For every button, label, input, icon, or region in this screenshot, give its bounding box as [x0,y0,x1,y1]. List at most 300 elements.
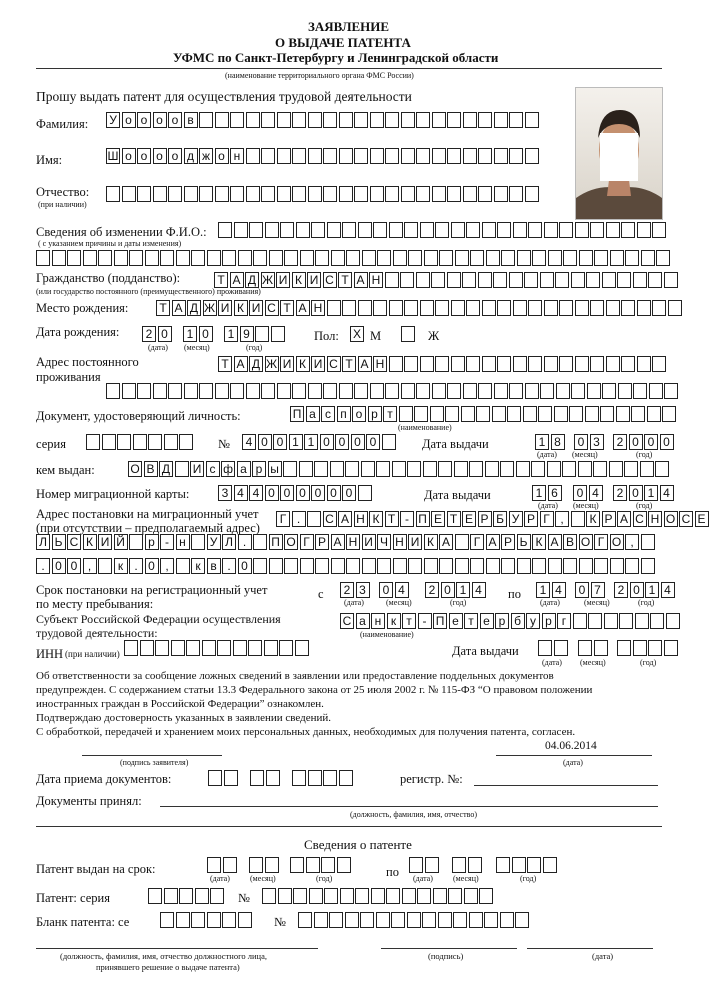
char-cell: 4 [234,485,248,501]
char-cell [315,250,329,266]
char-cell [573,613,587,629]
char-cell [122,383,136,399]
doc-series-field[interactable] [86,434,195,450]
doc-label: Документ, удостоверяющий личность: [36,409,241,423]
patent-from-month[interactable] [249,857,280,873]
char-cell [544,356,558,372]
char-cell [494,112,508,128]
char-cell: У [106,112,120,128]
char-cell [293,888,307,904]
char-cell [517,250,531,266]
char-cell [215,383,229,399]
fio-change-field[interactable] [218,222,668,238]
fio-change-caption: ( с указанием причины и даты изменения) [38,239,182,248]
char-cell [137,186,151,202]
patent-series-field[interactable] [148,888,226,904]
char-cell [578,461,592,477]
doc-number-field[interactable] [242,434,397,450]
reg-term-label-2: по месту пребывания: [36,597,154,611]
patronymic-caption: (при наличии) [38,200,87,209]
char-cell [393,558,407,574]
char-cell [266,770,280,786]
char-cell: 0 [351,434,365,450]
char-cell: 1 [644,485,658,501]
char-cell [604,613,618,629]
doc-day-field[interactable] [535,434,566,450]
char-cell [253,250,267,266]
char-cell [655,461,669,477]
char-cell [423,461,437,477]
char-cell: У [207,534,221,550]
issued-by-field[interactable] [128,461,671,477]
char-cell: п [337,406,351,422]
patent-to-month[interactable] [452,857,483,873]
char-cell [625,558,639,574]
char-cell [292,112,306,128]
char-cell: 0 [265,485,279,501]
char-cell: О [664,511,678,527]
char-cell: А [234,356,248,372]
char-cell [532,250,546,266]
char-cell [586,272,600,288]
char-cell [238,912,252,928]
char-cell [420,356,434,372]
name-field[interactable] [106,148,540,164]
doc-issue-date-label: Дата выдачи [422,437,489,451]
char-cell: 1 [224,326,238,342]
char-cell: С [67,534,81,550]
char-cell: С [323,272,337,288]
char-cell [527,857,541,873]
char-cell [323,148,337,164]
official-signature-caption: (подпись) [428,951,464,961]
char-cell: , [160,558,174,574]
patent-to-year[interactable] [496,857,558,873]
char-cell: 6 [548,485,562,501]
subject-field[interactable] [340,613,681,629]
migcard-label: Номер миграционной карты: [36,487,190,501]
char-cell [346,558,360,574]
char-cell [129,250,143,266]
char-cell [224,770,238,786]
char-cell: Е [695,511,709,527]
char-cell: 0 [335,434,349,450]
reg-to-year-field[interactable] [614,582,676,598]
char-cell: К [424,534,438,550]
char-cell [360,912,374,928]
char-cell [230,112,244,128]
char-cell [358,300,372,316]
char-cell [435,356,449,372]
doc-day-caption: (дата) [537,450,557,459]
char-cell [401,112,415,128]
char-cell: В [563,534,577,550]
accepted-by-line[interactable] [160,806,658,807]
char-cell [298,912,312,928]
char-cell: К [369,511,383,527]
char-cell: 4 [661,582,675,598]
patent-section-title: Сведения о патенте [304,837,412,852]
char-cell: О [284,534,298,550]
birth-month-field[interactable] [183,326,214,342]
char-cell [416,148,430,164]
char-cell [624,461,638,477]
mig-day-field[interactable] [532,485,563,501]
char-cell [469,912,483,928]
inn-day-field[interactable] [538,640,569,656]
char-cell: И [276,272,290,288]
address-field-2[interactable] [106,383,680,399]
char-cell [133,434,147,450]
surname-field[interactable] [106,112,540,128]
address-field[interactable] [218,356,668,372]
char-cell: 3 [590,434,604,450]
char-cell: 0 [158,326,172,342]
char-cell [36,250,50,266]
birthplace-field[interactable] [156,300,683,316]
intro-text: Прошу выдать патент для осуществления трудовой деятельности [36,89,412,104]
reg-number-label: регистр. №: [400,772,463,786]
char-cell [590,300,604,316]
patent-to-day[interactable] [409,857,440,873]
char-cell [517,558,531,574]
char-cell [543,857,557,873]
char-cell [145,250,159,266]
birth-day-field[interactable] [142,326,173,342]
char-cell: 1 [645,582,659,598]
patronymic-field[interactable] [106,186,540,202]
char-cell [579,250,593,266]
char-cell: . [129,558,143,574]
char-cell [314,461,328,477]
char-cell: 3 [356,582,370,598]
statement-line-3: иностранных граждан в Российской Федерации” ознакомлен. [36,698,324,710]
char-cell [370,148,384,164]
mig-year-caption: (год) [636,501,653,510]
char-cell [300,558,314,574]
address-label-1: Адрес постоянного [36,355,139,369]
char-cell [86,434,100,450]
char-cell [308,186,322,202]
char-cell: д [184,148,198,164]
char-cell [478,186,492,202]
char-cell: С [340,613,354,629]
char-cell: р [368,406,382,422]
char-cell [447,112,461,128]
inn-month-field[interactable] [578,640,609,656]
char-cell [668,300,682,316]
char-cell [538,640,552,656]
char-cell [525,186,539,202]
char-cell: 0 [573,485,587,501]
char-cell: 4 [589,485,603,501]
applicant-signature-caption: (подпись заявителя) [120,758,189,767]
patent-blank-number-field[interactable] [298,912,531,928]
char-cell: Ш [107,149,119,163]
char-cell: 2 [142,326,156,342]
char-cell [575,222,589,238]
inn-field[interactable] [124,640,310,656]
char-cell [207,250,221,266]
char-cell: о [352,406,366,422]
char-cell: Г [594,534,608,550]
mig-address-line-1[interactable] [276,511,710,527]
char-cell: к [387,613,401,629]
mig-day-caption: (дата) [538,501,558,510]
address-label-2: проживания [36,370,101,384]
patent-number-field[interactable] [262,888,495,904]
char-cell: т [383,406,397,422]
received-year-field[interactable] [292,770,354,786]
char-cell [555,272,569,288]
char-cell [482,300,496,316]
char-cell [648,640,662,656]
fio-change-field-2[interactable] [36,250,672,266]
char-cell: Ж [261,273,274,287]
char-cell: А [331,534,345,550]
char-cell: Т [342,356,356,372]
char-cell [164,888,178,904]
char-cell [407,912,421,928]
char-cell: , [83,558,97,574]
char-cell: н [371,613,385,629]
char-cell: ф [221,461,235,477]
char-cell [447,272,461,288]
char-cell [486,250,500,266]
reg-number-line[interactable] [474,785,658,786]
char-cell: А [338,511,352,527]
char-cell [323,186,337,202]
char-cell [233,640,247,656]
mig-month-field[interactable] [573,485,604,501]
char-cell [339,770,353,786]
char-cell [261,112,275,128]
char-cell [497,300,511,316]
char-cell [238,250,252,266]
char-cell [664,383,678,399]
birth-year-field[interactable] [224,326,286,342]
char-cell [248,640,262,656]
char-cell [269,250,283,266]
char-cell [253,534,267,550]
char-cell [385,186,399,202]
sex-male-checkbox[interactable] [350,326,366,342]
char-cell: о [122,112,136,128]
patent-blank-number-sign: № [274,915,286,929]
char-cell [311,222,325,238]
char-cell [531,461,545,477]
char-cell [217,640,231,656]
char-cell [129,534,143,550]
char-cell: н [230,148,244,164]
char-cell: Т [447,511,461,527]
char-cell [647,406,661,422]
char-cell: 0 [441,582,455,598]
char-cell [342,300,356,316]
char-cell [376,912,390,928]
char-cell [556,383,570,399]
char-cell [435,300,449,316]
char-cell [179,888,193,904]
mig-address-line-3[interactable] [36,558,656,574]
char-cell [652,300,666,316]
char-cell: е [449,613,463,629]
char-cell: С [323,511,337,527]
char-cell [408,250,422,266]
char-cell [432,383,446,399]
patent-from-year[interactable] [290,857,352,873]
char-cell [585,406,599,422]
char-cell [532,558,546,574]
patent-to-month-caption: (месяц) [453,874,479,883]
char-cell [414,406,428,422]
char-cell [277,383,291,399]
char-cell [404,222,418,238]
form-title: ЗАЯВЛЕНИЕ [308,19,390,34]
char-cell: 0 [258,434,272,450]
doc-year-field[interactable] [613,434,675,450]
char-cell: К [532,534,546,550]
char-cell: Д [245,272,259,288]
char-cell [469,461,483,477]
char-cell: в [184,112,198,128]
char-cell: П [269,534,283,550]
char-cell [463,186,477,202]
char-cell [424,250,438,266]
patent-from-day[interactable] [207,857,238,873]
char-cell [264,640,278,656]
char-cell: О [610,534,624,550]
char-cell: Н [311,300,325,316]
char-cell: 4 [552,582,566,598]
char-cell: Ь [52,534,66,550]
inn-year-field[interactable] [617,640,679,656]
char-cell [346,250,360,266]
char-cell: 0 [238,558,252,574]
char-cell: с [321,406,335,422]
char-cell [461,406,475,422]
char-cell: т [402,613,416,629]
char-cell [277,148,291,164]
char-cell [478,112,492,128]
char-cell [606,300,620,316]
mig-year-field[interactable] [613,485,675,501]
char-cell [345,912,359,928]
char-cell [451,356,465,372]
sex-female-checkbox[interactable] [401,326,417,342]
char-cell: Н [346,534,360,550]
doc-type-field[interactable] [290,406,678,422]
statement-line-5: С обработкой, передачей и хранением моих персональных данных, необходимых для получения патента, согласен. [36,726,576,738]
char-cell [176,558,190,574]
char-cell [447,186,461,202]
patent-section-divider [36,826,662,827]
char-cell [308,383,322,399]
doc-month-field[interactable] [574,434,605,450]
received-day-field[interactable] [208,770,239,786]
reg-to-month-field[interactable] [575,582,606,598]
char-cell [371,888,385,904]
char-cell: У [509,511,523,527]
patent-blank-series-field[interactable] [160,912,253,928]
char-cell: Д [159,461,173,477]
char-cell [433,888,447,904]
char-cell [124,640,138,656]
statement-line-4: Подтверждаю достоверность указанных в заявлении сведений. [36,712,332,724]
char-cell [610,250,624,266]
char-cell [202,640,216,656]
char-cell [466,222,480,238]
char-cell [575,356,589,372]
reg-from-month-field[interactable] [379,582,410,598]
citizenship-field[interactable] [214,272,679,288]
char-cell [600,406,614,422]
char-cell: Т [338,272,352,288]
char-cell: А [439,534,453,550]
char-cell: И [249,300,263,316]
char-cell [439,558,453,574]
char-cell [215,112,229,128]
mig-address-line-2[interactable] [36,534,656,550]
char-cell: 0 [379,582,393,598]
char-cell: К [586,511,600,527]
issued-by-label: кем выдан: [36,463,95,477]
char-cell: . [238,534,252,550]
reg-to-month-caption: (месяц) [584,598,610,607]
received-date-label: Дата приема документов: [36,772,172,786]
char-cell [323,383,337,399]
char-cell: А [296,300,310,316]
char-cell: И [280,356,294,372]
name-label: Имя: [36,153,63,167]
char-cell [389,356,403,372]
patronymic-label: Отчество: [36,185,90,199]
char-cell [515,912,529,928]
char-cell [389,222,403,238]
received-month-field[interactable] [250,770,281,786]
char-cell [389,300,403,316]
char-cell [432,112,446,128]
char-cell: Е [462,511,476,527]
char-cell: 1 [183,326,197,342]
char-cell [308,112,322,128]
reg-from-month-caption: (месяц) [386,598,412,607]
char-cell: о [137,112,151,128]
reg-from-day-field[interactable] [340,582,371,598]
patent-blank-label: Бланк патента: се [36,915,130,929]
char-cell [482,222,496,238]
reg-from-year-field[interactable] [425,582,487,598]
char-cell [339,383,353,399]
signature-date: 04.06.2014 [545,740,597,752]
reg-to-day-field[interactable] [536,582,567,598]
char-cell [385,148,399,164]
char-cell [493,272,507,288]
char-cell [464,888,478,904]
char-cell [284,250,298,266]
char-cell [666,613,680,629]
char-cell: К [234,300,248,316]
char-cell [476,406,490,422]
char-cell [494,186,508,202]
char-cell: н [176,534,190,550]
migcard-field[interactable] [218,485,373,501]
char-cell [98,558,112,574]
accepted-by-label: Документы принял: [36,794,142,808]
char-cell [516,461,530,477]
char-cell [501,250,515,266]
char-cell: Т [385,511,399,527]
